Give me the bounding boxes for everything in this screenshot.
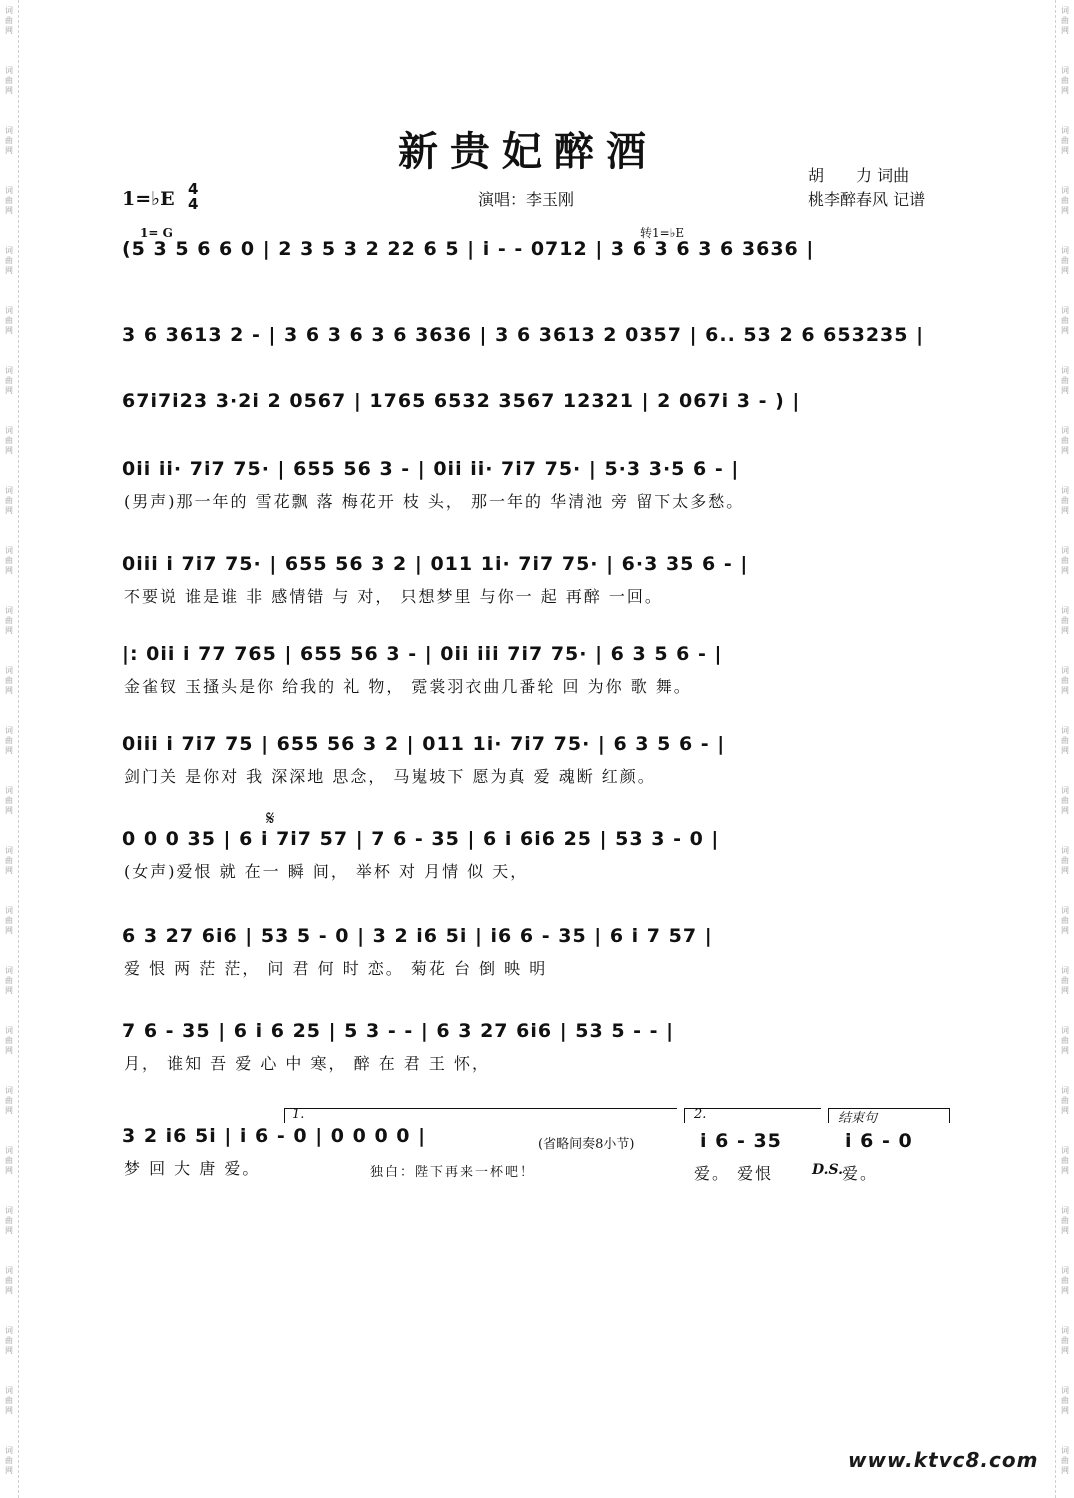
watermark-char: 网 xyxy=(5,1226,13,1235)
watermark-char: 网 xyxy=(5,1286,13,1295)
score-notes-line: 7 6 - 35 | 6 i 6 25 | 5 3 - - | 6 3 27 6i6 | 53 5 - - | xyxy=(122,1020,675,1042)
score-notes-line: 0ii ii· 7i7 75· | 655 56 3 - | 0ii ii· 7i7 75· | 5·3 3·5 6 - | xyxy=(122,458,740,480)
watermark-stamp xyxy=(4,906,14,936)
ending-notes: i 6 - 0 xyxy=(845,1130,913,1152)
watermark-char: 曲 xyxy=(5,1396,13,1405)
watermark-char: 曲 xyxy=(1061,196,1069,205)
score-notes-line: |: 0ii i 77 765 | 655 56 3 - | 0ii iii 7i7 75· | 6 3 5 6 - | xyxy=(122,643,723,665)
watermark-char: 词 xyxy=(5,786,13,795)
watermark-char: 词 xyxy=(5,186,13,195)
watermark-char: 曲 xyxy=(5,736,13,745)
watermark-char: 词 xyxy=(5,1026,13,1035)
watermark-char: 网 xyxy=(1061,686,1069,695)
watermark-char: 曲 xyxy=(1061,1276,1069,1285)
watermark-char: 词 xyxy=(5,66,13,75)
watermark-char: 曲 xyxy=(5,1096,13,1105)
watermark-char: 词 xyxy=(1061,1446,1069,1455)
song-title: 新贵妃醉酒 xyxy=(398,128,658,175)
score-lyrics-line: (女声)爱恨 就 在一 瞬 间， 举杯 对 月情 似 天， xyxy=(124,862,529,881)
watermark-char: 网 xyxy=(1061,1286,1069,1295)
watermark-stamp xyxy=(1060,1266,1070,1296)
watermark-stamp xyxy=(1060,426,1070,456)
watermark-char: 网 xyxy=(5,926,13,935)
watermark-char: 网 xyxy=(5,266,13,275)
watermark-char: 曲 xyxy=(1061,256,1069,265)
watermark-stamp xyxy=(1060,1326,1070,1356)
watermark-stamp xyxy=(4,426,14,456)
watermark-char: 词 xyxy=(1061,606,1069,615)
watermark-char: 曲 xyxy=(5,436,13,445)
watermark-char: 词 xyxy=(1061,186,1069,195)
watermark-char: 词 xyxy=(5,1206,13,1215)
watermark-stamp xyxy=(1060,1026,1070,1056)
watermark-stamp xyxy=(4,1266,14,1296)
dal-segno-mark: D.S. xyxy=(812,1162,844,1178)
watermark-char: 曲 xyxy=(1061,1036,1069,1045)
watermark-char: 词 xyxy=(5,1326,13,1335)
dialogue-text: 独白：陛下再来一杯吧！ xyxy=(370,1165,536,1180)
watermark-stamp xyxy=(1060,846,1070,876)
watermark-stamp xyxy=(4,1146,14,1176)
watermark-char: 词 xyxy=(5,846,13,855)
watermark-char: 曲 xyxy=(1061,856,1069,865)
watermark-stamp xyxy=(4,1386,14,1416)
singer-credit: 演唱：李玉刚 xyxy=(478,190,575,209)
score-notes-line: 0iii i 7i7 75 | 655 56 3 2 | 011 1i· 7i7 75· | 6 3 5 6 - | xyxy=(122,733,726,755)
watermark-char: 网 xyxy=(1061,986,1069,995)
watermark-stamp xyxy=(4,1206,14,1236)
left-watermark-column xyxy=(0,0,19,1498)
watermark-char: 网 xyxy=(1061,1046,1069,1055)
watermark-char: 词 xyxy=(1061,66,1069,75)
watermark-stamp xyxy=(4,726,14,756)
watermark-char: 网 xyxy=(1061,1106,1069,1115)
watermark-char: 网 xyxy=(5,1106,13,1115)
watermark-char: 网 xyxy=(5,326,13,335)
watermark-stamp xyxy=(1060,306,1070,336)
watermark-char: 网 xyxy=(5,206,13,215)
composer-credit: 胡 力 词曲 xyxy=(808,166,910,185)
watermark-stamp xyxy=(4,246,14,276)
volta-first-label: 1. xyxy=(292,1107,305,1122)
watermark-stamp xyxy=(1060,786,1070,816)
watermark-char: 词 xyxy=(1061,6,1069,15)
watermark-stamp xyxy=(1060,666,1070,696)
watermark-stamp xyxy=(1060,1386,1070,1416)
watermark-char: 词 xyxy=(1061,546,1069,555)
watermark-char: 曲 xyxy=(1061,436,1069,445)
watermark-char: 网 xyxy=(1061,266,1069,275)
watermark-char: 词 xyxy=(5,366,13,375)
watermark-char: 网 xyxy=(5,1046,13,1055)
volta-first-ending xyxy=(284,1108,677,1123)
watermark-char: 词 xyxy=(5,426,13,435)
watermark-char: 网 xyxy=(5,866,13,875)
score-lyrics-line: 梦 回 大 唐 爱。 xyxy=(124,1159,261,1178)
watermark-stamp xyxy=(1060,6,1070,36)
volta-second-notes: i 6 - 35 xyxy=(700,1130,782,1152)
watermark-char: 词 xyxy=(1061,1386,1069,1395)
watermark-stamp xyxy=(4,786,14,816)
watermark-char: 网 xyxy=(5,566,13,575)
watermark-char: 曲 xyxy=(1061,736,1069,745)
watermark-char: 曲 xyxy=(1061,76,1069,85)
watermark-char: 网 xyxy=(5,386,13,395)
score-lyrics-line: (男声)那一年的 雪花飘 落 梅花开 枝 头， 那一年的 华清池 旁 留下太多愁。 xyxy=(124,492,745,511)
watermark-char: 网 xyxy=(1061,1166,1069,1175)
watermark-char: 网 xyxy=(5,806,13,815)
right-watermark-column xyxy=(1055,0,1074,1498)
watermark-stamp xyxy=(4,546,14,576)
watermark-char: 词 xyxy=(1061,1266,1069,1275)
watermark-char: 词 xyxy=(5,126,13,135)
watermark-stamp xyxy=(1060,546,1070,576)
watermark-char: 词 xyxy=(5,246,13,255)
watermark-char: 网 xyxy=(5,1466,13,1475)
watermark-stamp xyxy=(4,1326,14,1356)
watermark-char: 网 xyxy=(1061,1406,1069,1415)
score-notes-line: 6 3 27 6i6 | 53 5 - 0 | 3 2 i6 5i | i6 6 - 35 | 6 i 7 57 | xyxy=(122,925,713,947)
watermark-stamp xyxy=(1060,366,1070,396)
key-change-marker: 转1=♭E xyxy=(640,226,685,240)
watermark-char: 曲 xyxy=(5,16,13,25)
watermark-char: 曲 xyxy=(1061,316,1069,325)
watermark-char: 网 xyxy=(1061,1226,1069,1235)
watermark-stamp xyxy=(1060,606,1070,636)
watermark-char: 曲 xyxy=(1061,1216,1069,1225)
watermark-char: 曲 xyxy=(5,496,13,505)
watermark-char: 曲 xyxy=(5,76,13,85)
watermark-char: 曲 xyxy=(1061,1456,1069,1465)
watermark-char: 词 xyxy=(5,966,13,975)
watermark-char: 网 xyxy=(1061,506,1069,515)
time-signature xyxy=(188,182,198,212)
watermark-char: 曲 xyxy=(1061,136,1069,145)
watermark-char: 词 xyxy=(1061,426,1069,435)
watermark-char: 曲 xyxy=(1061,796,1069,805)
segno-sign: 𝄋 xyxy=(266,806,275,830)
watermark-char: 词 xyxy=(5,1146,13,1155)
watermark-char: 曲 xyxy=(5,196,13,205)
watermark-stamp xyxy=(4,846,14,876)
site-url-text: www.ktvc8.com xyxy=(848,1448,1039,1472)
watermark-char: 网 xyxy=(1061,806,1069,815)
watermark-char: 曲 xyxy=(5,1216,13,1225)
volta-second-label: 2. xyxy=(694,1107,707,1122)
watermark-char: 词 xyxy=(1061,366,1069,375)
watermark-char: 曲 xyxy=(1061,976,1069,985)
watermark-char: 网 xyxy=(5,986,13,995)
interlude-note: (省略间奏8小节) xyxy=(538,1137,635,1152)
watermark-char: 词 xyxy=(1061,846,1069,855)
ending-label: 结束句 xyxy=(838,1111,878,1126)
watermark-char: 曲 xyxy=(5,676,13,685)
watermark-char: 词 xyxy=(5,6,13,15)
watermark-char: 网 xyxy=(5,146,13,155)
watermark-char: 网 xyxy=(1061,26,1069,35)
watermark-char: 网 xyxy=(1061,626,1069,635)
ending-lyrics: 爱。 xyxy=(842,1164,879,1183)
watermark-char: 曲 xyxy=(5,256,13,265)
score-lyrics-line: 金雀钗 玉搔头是你 给我的 礼 物， 霓裳羽衣曲几番轮 回 为你 歌 舞。 xyxy=(124,677,692,696)
watermark-char: 曲 xyxy=(5,556,13,565)
watermark-char: 词 xyxy=(5,726,13,735)
watermark-char: 曲 xyxy=(1061,1096,1069,1105)
watermark-char: 曲 xyxy=(5,1456,13,1465)
watermark-char: 曲 xyxy=(5,796,13,805)
watermark-char: 曲 xyxy=(5,1276,13,1285)
score-lyrics-line: 不要说 谁是谁 非 感情错 与 对， 只想梦里 与你一 起 再醉 一回。 xyxy=(124,587,663,606)
time-signature-top: 4 xyxy=(188,180,199,198)
score-notes-line: 67i7i23 3·2i 2 0567 | 1765 6532 3567 12321 | 2 067i 3 - ) | xyxy=(122,390,801,412)
watermark-char: 词 xyxy=(1061,786,1069,795)
watermark-char: 网 xyxy=(1061,746,1069,755)
watermark-char: 网 xyxy=(1061,566,1069,575)
watermark-char: 曲 xyxy=(5,976,13,985)
watermark-char: 词 xyxy=(1061,1026,1069,1035)
watermark-char: 词 xyxy=(1061,246,1069,255)
watermark-char: 词 xyxy=(1061,666,1069,675)
watermark-stamp xyxy=(4,66,14,96)
watermark-stamp xyxy=(4,966,14,996)
watermark-stamp xyxy=(1060,966,1070,996)
watermark-stamp xyxy=(4,186,14,216)
watermark-char: 曲 xyxy=(1061,1336,1069,1345)
score-lyrics-line: 月， 谁知 吾 爱 心 中 寒， 醉 在 君 王 怀， xyxy=(124,1054,490,1073)
watermark-char: 曲 xyxy=(1061,1156,1069,1165)
watermark-char: 网 xyxy=(5,1406,13,1415)
watermark-stamp xyxy=(4,1086,14,1116)
watermark-stamp xyxy=(4,1446,14,1476)
watermark-char: 曲 xyxy=(1061,616,1069,625)
watermark-char: 网 xyxy=(5,446,13,455)
watermark-char: 网 xyxy=(5,506,13,515)
watermark-char: 词 xyxy=(5,1386,13,1395)
watermark-char: 曲 xyxy=(5,616,13,625)
time-signature-bottom: 4 xyxy=(188,195,199,213)
watermark-stamp xyxy=(1060,1086,1070,1116)
watermark-char: 词 xyxy=(1061,906,1069,915)
watermark-char: 词 xyxy=(1061,1206,1069,1215)
watermark-char: 网 xyxy=(5,1166,13,1175)
watermark-char: 曲 xyxy=(5,376,13,385)
watermark-char: 网 xyxy=(1061,866,1069,875)
watermark-stamp xyxy=(1060,186,1070,216)
watermark-char: 网 xyxy=(1061,326,1069,335)
watermark-char: 曲 xyxy=(1061,16,1069,25)
score-notes-line: 0iii i 7i7 75· | 655 56 3 2 | 011 1i· 7i7 75· | 6·3 35 6 - | xyxy=(122,553,749,575)
watermark-char: 网 xyxy=(1061,1466,1069,1475)
watermark-char: 网 xyxy=(5,626,13,635)
watermark-char: 网 xyxy=(1061,926,1069,935)
key-signature: 1=♭E xyxy=(122,188,175,210)
watermark-char: 曲 xyxy=(1061,496,1069,505)
watermark-char: 曲 xyxy=(5,856,13,865)
watermark-char: 网 xyxy=(1061,1346,1069,1355)
key-g-marker: 1= G xyxy=(140,226,173,240)
watermark-char: 曲 xyxy=(5,916,13,925)
volta-second-lyrics: 爱。 爱恨 xyxy=(694,1164,774,1183)
site-url xyxy=(848,1448,1038,1472)
watermark-stamp xyxy=(1060,66,1070,96)
watermark-stamp xyxy=(4,6,14,36)
watermark-char: 网 xyxy=(1061,86,1069,95)
watermark-char: 词 xyxy=(5,486,13,495)
watermark-stamp xyxy=(4,1026,14,1056)
score-lyrics-line: 剑门关 是你对 我 深深地 思念， 马嵬坡下 愿为真 爱 魂断 红颜。 xyxy=(124,767,656,786)
watermark-char: 网 xyxy=(1061,206,1069,215)
watermark-char: 网 xyxy=(5,1346,13,1355)
score-lyrics-line: 爱 恨 两 茫 茫， 问 君 何 时 恋。 菊花 台 倒 映 明 xyxy=(124,959,548,978)
watermark-char: 词 xyxy=(1061,1326,1069,1335)
score-notes-line: 3 2 i6 5i | i 6 - 0 | 0 0 0 0 | xyxy=(122,1125,427,1147)
watermark-stamp xyxy=(1060,486,1070,516)
watermark-char: 曲 xyxy=(5,1336,13,1345)
watermark-stamp xyxy=(1060,1206,1070,1236)
transcriber-credit: 桃李醉春风 记谱 xyxy=(808,190,926,209)
watermark-stamp xyxy=(1060,726,1070,756)
watermark-char: 词 xyxy=(5,546,13,555)
watermark-char: 词 xyxy=(1061,306,1069,315)
watermark-char: 网 xyxy=(5,686,13,695)
watermark-char: 曲 xyxy=(1061,676,1069,685)
watermark-stamp xyxy=(1060,1446,1070,1476)
watermark-stamp xyxy=(4,606,14,636)
watermark-char: 网 xyxy=(1061,386,1069,395)
watermark-char: 词 xyxy=(1061,726,1069,735)
watermark-char: 词 xyxy=(1061,1146,1069,1155)
watermark-stamp xyxy=(1060,126,1070,156)
watermark-char: 词 xyxy=(5,1266,13,1275)
watermark-stamp xyxy=(1060,1146,1070,1176)
watermark-char: 曲 xyxy=(1061,556,1069,565)
score-notes-line: 3 6 3613 2 - | 3 6 3 6 3 6 3636 | 3 6 3613 2 0357 | 6.. 53 2 6 653235 | xyxy=(122,324,925,346)
watermark-char: 网 xyxy=(1061,446,1069,455)
score-notes-line: 0 0 0 35 | 6 i 7i7 57 | 7 6 - 35 | 6 i 6i6 25 | 53 3 - 0 | xyxy=(122,828,720,850)
watermark-stamp xyxy=(4,306,14,336)
watermark-char: 曲 xyxy=(1061,376,1069,385)
watermark-char: 词 xyxy=(5,666,13,675)
watermark-char: 词 xyxy=(1061,966,1069,975)
watermark-stamp xyxy=(1060,906,1070,936)
watermark-stamp xyxy=(4,126,14,156)
watermark-char: 网 xyxy=(1061,146,1069,155)
watermark-char: 网 xyxy=(5,86,13,95)
watermark-char: 网 xyxy=(5,26,13,35)
watermark-char: 词 xyxy=(1061,126,1069,135)
score-notes-line: (5 3 5 6 6 0 | 2 3 5 3 2 22 6 5 | i - - 0712 | 3 6 3 6 3 6 3636 | xyxy=(122,238,815,260)
watermark-char: 曲 xyxy=(5,136,13,145)
watermark-char: 曲 xyxy=(1061,916,1069,925)
watermark-stamp xyxy=(4,486,14,516)
watermark-char: 词 xyxy=(5,306,13,315)
watermark-char: 词 xyxy=(5,606,13,615)
watermark-char: 网 xyxy=(5,746,13,755)
watermark-char: 词 xyxy=(1061,1086,1069,1095)
watermark-char: 曲 xyxy=(5,316,13,325)
watermark-char: 词 xyxy=(5,1086,13,1095)
watermark-char: 词 xyxy=(5,1446,13,1455)
watermark-stamp xyxy=(1060,246,1070,276)
watermark-stamp xyxy=(4,366,14,396)
watermark-stamp xyxy=(4,666,14,696)
watermark-char: 曲 xyxy=(1061,1396,1069,1405)
watermark-char: 曲 xyxy=(5,1036,13,1045)
watermark-char: 词 xyxy=(1061,486,1069,495)
watermark-char: 词 xyxy=(5,906,13,915)
watermark-char: 曲 xyxy=(5,1156,13,1165)
